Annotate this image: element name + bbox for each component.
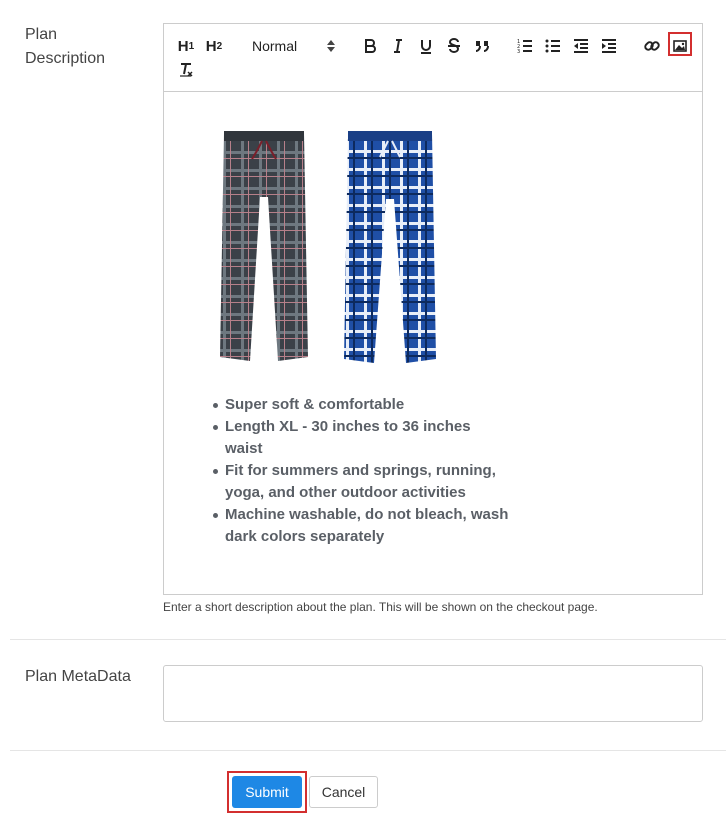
plan-description-label-line1: Plan xyxy=(25,26,58,43)
plan-metadata-label: Plan MetaData xyxy=(25,668,131,685)
bold-icon[interactable] xyxy=(358,34,382,58)
plaid-pants-blue-image xyxy=(340,127,440,375)
description-helper-text: Enter a short description about the plan. This will be shown on the checkout page. xyxy=(163,600,598,614)
select-arrows-icon xyxy=(326,37,336,58)
svg-text:1: 1 xyxy=(517,39,521,45)
h1-icon[interactable]: H 1 xyxy=(177,37,195,55)
link-icon[interactable] xyxy=(640,34,664,58)
plaid-pants-dark-image xyxy=(216,127,312,375)
editor-content[interactable] xyxy=(164,92,702,595)
strike-icon[interactable] xyxy=(442,34,466,58)
submit-button[interactable]: Submit xyxy=(232,776,302,808)
list-item: Length XL - 30 inches to 36 inches waist xyxy=(209,416,509,460)
clear-format-icon[interactable] xyxy=(174,58,198,82)
h2-icon[interactable]: H 2 xyxy=(205,37,223,55)
format-select-value: Normal xyxy=(252,38,298,54)
editor-toolbar xyxy=(164,24,702,92)
divider xyxy=(10,750,726,751)
plan-metadata-input[interactable] xyxy=(163,665,703,722)
indent-icon[interactable] xyxy=(597,34,621,58)
list-item: Machine washable, do not bleach, wash dark colors separately xyxy=(209,504,509,548)
description-editor[interactable] xyxy=(163,23,703,595)
bullet-list-icon[interactable] xyxy=(541,34,565,58)
divider xyxy=(10,639,726,640)
underline-icon[interactable] xyxy=(414,34,438,58)
italic-icon[interactable] xyxy=(386,34,410,58)
list-item: Super soft & comfortable xyxy=(209,394,509,416)
ordered-list-icon[interactable] xyxy=(513,34,537,58)
svg-text:3: 3 xyxy=(517,49,521,55)
svg-text:2: 2 xyxy=(517,44,521,50)
cancel-button[interactable]: Cancel xyxy=(309,776,378,808)
plan-description-label xyxy=(25,23,105,71)
feature-list xyxy=(209,394,509,548)
list-item: Fit for summers and springs, running, yoga, and other outdoor activities xyxy=(209,460,509,504)
outdent-icon[interactable] xyxy=(569,34,593,58)
image-button-highlight xyxy=(668,32,692,56)
format-select[interactable] xyxy=(250,34,340,58)
plan-description-label-line2: Description xyxy=(25,50,106,67)
quote-icon[interactable] xyxy=(470,34,494,58)
